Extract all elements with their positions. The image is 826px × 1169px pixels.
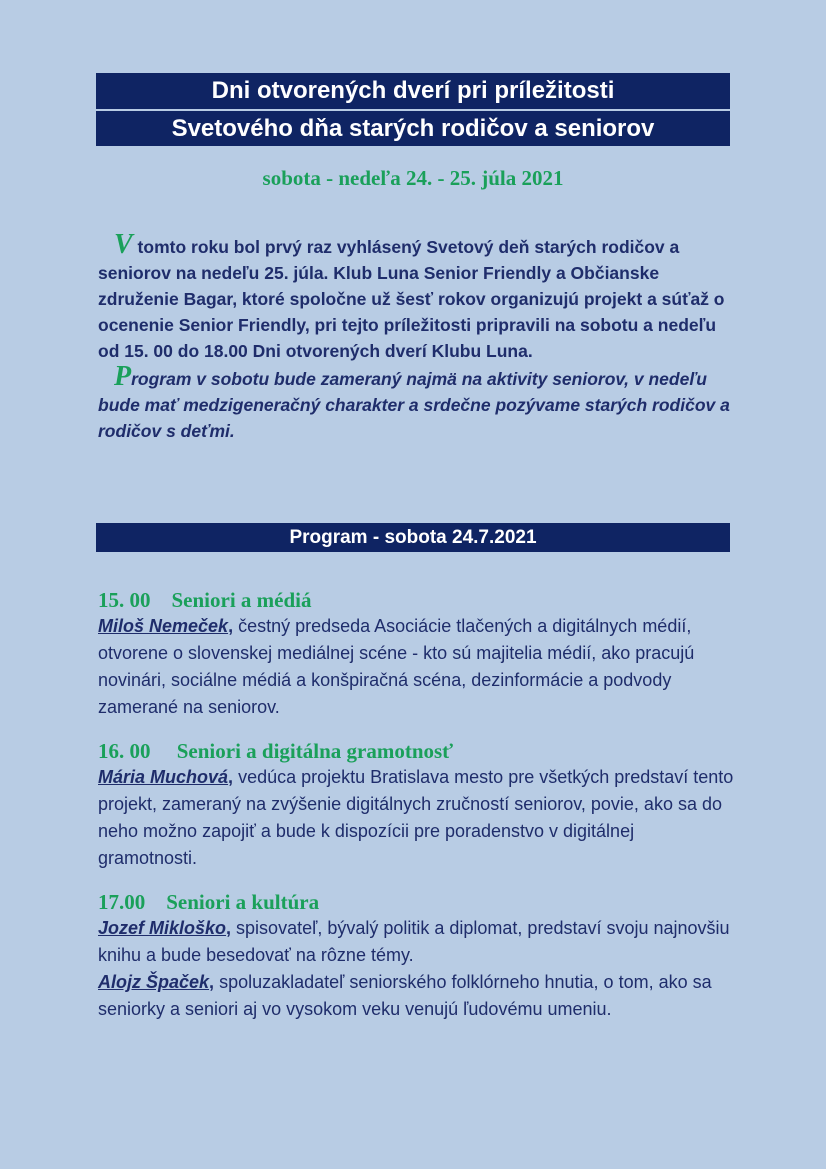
program-item-1700 bbox=[98, 889, 738, 1023]
speaker-comma: , bbox=[209, 972, 215, 992]
intro-paragraph-1 bbox=[98, 229, 738, 364]
drop-cap-v: V bbox=[114, 229, 133, 260]
section-heading: 15. 00 Seniori a médiá bbox=[98, 588, 312, 612]
section-body bbox=[98, 764, 738, 872]
event-date: sobota - nedeľa 24. - 25. júla 2021 bbox=[262, 166, 564, 190]
section-heading: 16. 00 Seniori a digitálna gramotnosť bbox=[98, 739, 454, 763]
speaker-name: Alojz Špaček bbox=[98, 972, 210, 992]
intro-paragraph-2 bbox=[98, 361, 738, 444]
speaker-name: Miloš Nemeček bbox=[98, 616, 229, 636]
speaker-comma: , bbox=[228, 616, 234, 636]
speaker-description: čestný predseda Asociácie tlačených a digitálnych médií, otvorene o slovenskej mediálnej scéne - kto sú majitelia médií, ako pracujú novinári, sociálne médiá a konšpiračná scéna, dezinformácie a podvody zamerané na seniorov. bbox=[98, 616, 695, 717]
speaker-description: spoluzakladateľ seniorského folklórneho hnutia, o tom, ako sa seniorky a seniori aj vo vysokom veku venujú ľudovému umeniu. bbox=[98, 972, 712, 1019]
intro-paragraph-1-text: tomto roku bol prvý raz vyhlásený Svetový deň starých rodičov a seniorov na nedeľu 25. júla. Klub Luna Senior Friendly a Občianske združenie Bagar, ktoré spoločne už šesť rokov organizujú projekt a súťaž o ocenenie Senior Friendly, pri tejto príležitosti pripravili na sobotu a nedeľu od 15. 00 do 18.00 Dni otvorených dverí Klubu Luna. bbox=[98, 237, 725, 361]
section-body bbox=[98, 613, 738, 721]
speaker-name: Mária Muchová bbox=[98, 767, 229, 787]
speaker-comma: , bbox=[228, 767, 234, 787]
intro-text bbox=[98, 229, 738, 444]
title-line-1: Dni otvorených dverí pri príležitosti bbox=[96, 73, 730, 109]
program-item-1600 bbox=[98, 738, 738, 872]
speaker-comma: , bbox=[226, 918, 232, 938]
program-header: Program - sobota 24.7.2021 bbox=[96, 523, 730, 552]
speaker-name: Jozef Mikloško bbox=[98, 918, 227, 938]
speaker-description: vedúca projektu Bratislava mesto pre všetkých predstaví tento projekt, zameraný na zvýšenie digitálnych zručností seniorov, povie, ako sa do neho možno zapojiť a bude k dispozícii pre poradenstvo v digitálnej gramotnosti. bbox=[98, 767, 734, 868]
speaker-description: spisovateľ, bývalý politik a diplomat, predstaví svoju najnovšiu knihu a bude besedovať na rôzne témy. bbox=[98, 918, 730, 965]
section-heading: 17.00 Seniori a kultúra bbox=[98, 890, 320, 914]
section-body bbox=[98, 915, 738, 1023]
title-banner bbox=[96, 73, 730, 146]
drop-cap-p: P bbox=[114, 361, 132, 392]
intro-paragraph-2-text: rogram v sobotu bude zameraný najmä na aktivity seniorov, v nedeľu bude mať medzigeneračný charakter a srdečne pozývame starých rodičov a rodičov s deťmi. bbox=[98, 369, 730, 441]
program-item-1500 bbox=[98, 587, 738, 721]
title-line-2: Svetového dňa starých rodičov a seniorov bbox=[96, 109, 730, 146]
